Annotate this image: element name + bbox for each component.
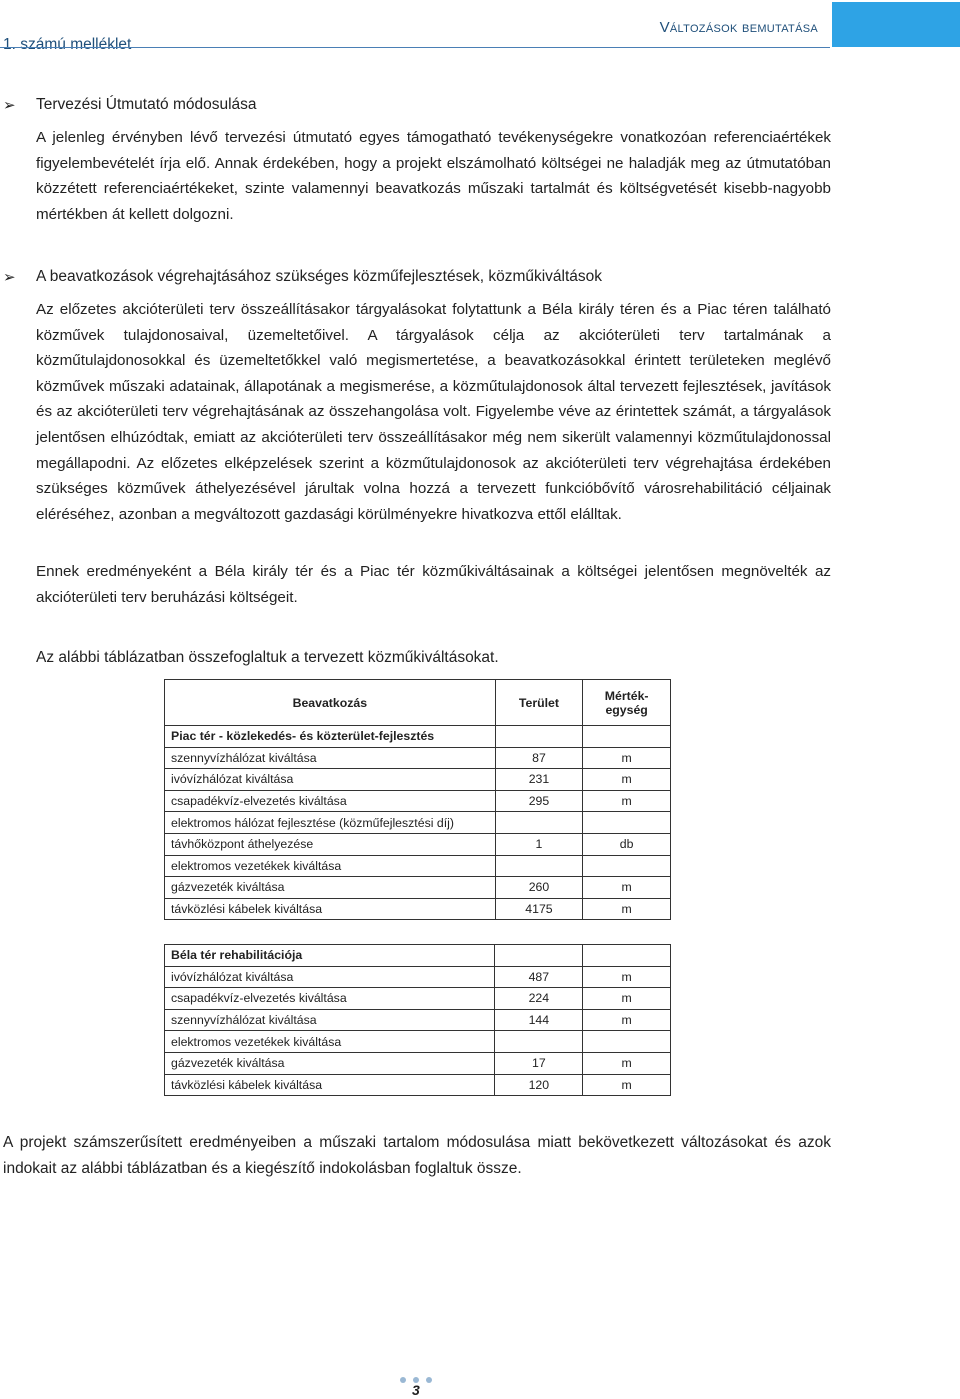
header-accent-box: [832, 2, 960, 47]
section-paragraph: A jelenleg érvényben lévő tervezési útmutató egyes támogatható tevékenységekre vonatkozóan referenciaértékek figyelembevételét írja elő. Annak érdekében, hogy a projekt elszámolható költségei ne haladják meg az útmutatóban közzétett referenciaértékeket, szinte valamennyi beavatkozás műszaki tartalmát és költségvetését kisebb-nagyobb mértékben át kellett dolgozni.: [36, 129, 831, 223]
row-name: szennyvízhálózat kiváltása: [165, 1009, 495, 1031]
table-row: [165, 1052, 671, 1074]
row-value: 144: [495, 1009, 583, 1031]
row-value: 120: [495, 1074, 583, 1096]
row-name: ivóvízhálózat kiváltása: [165, 769, 496, 791]
row-value: 295: [495, 790, 583, 812]
utility-table-piac: [164, 679, 671, 920]
table-row: [165, 790, 671, 812]
row-unit: m: [583, 966, 671, 988]
page-number: 3: [412, 1382, 420, 1398]
section-heading: Tervezési Útmutató módosulása: [36, 96, 257, 113]
table-section-row: [165, 726, 671, 748]
table-row: [165, 833, 671, 855]
row-unit: m: [583, 1009, 671, 1031]
row-name: szennyvízhálózat kiváltása: [165, 747, 496, 769]
row-name: csapadékvíz-elvezetés kiváltása: [165, 790, 496, 812]
table-row: [165, 747, 671, 769]
section-heading: A beavatkozások végrehajtásához szükséges közműfejlesztések, közműkiváltások: [36, 268, 603, 285]
row-value: 487: [495, 966, 583, 988]
table-header-row: [165, 680, 671, 726]
row-unit: m: [583, 769, 671, 791]
row-unit: m: [583, 790, 671, 812]
row-value: [495, 812, 583, 834]
row-name: ivóvízhálózat kiváltása: [165, 966, 495, 988]
header-section-title-text: Változások bemutatása: [659, 19, 818, 36]
row-name: csapadékvíz-elvezetés kiváltása: [165, 988, 495, 1010]
row-unit: m: [583, 1052, 671, 1074]
header-cell-intervention: Beavatkozás: [165, 680, 496, 726]
row-value: 87: [495, 747, 583, 769]
row-value: [495, 855, 583, 877]
arrow-bullet-icon: ➢: [3, 97, 16, 114]
row-unit: m: [583, 877, 671, 899]
empty-cell: [495, 726, 583, 748]
table-row: [165, 966, 671, 988]
table-row: [165, 988, 671, 1010]
row-unit: m: [583, 1074, 671, 1096]
header-section-title: [660, 19, 818, 36]
row-value: 231: [495, 769, 583, 791]
section-paragraph: Ennek eredményeként a Béla király tér és a Piac tér közműkiváltásainak a költségei jelentősen megnövelték az akcióterületi terv beruházási költségeit.: [36, 563, 831, 606]
row-name: gázvezeték kiváltása: [165, 1052, 495, 1074]
section-title-cell: Béla tér rehabilitációja: [165, 945, 495, 967]
empty-cell: [495, 945, 583, 967]
header-cell-area: Terület: [495, 680, 583, 726]
row-name: távközlési kábelek kiváltása: [165, 1074, 495, 1096]
row-unit: [583, 1031, 671, 1053]
row-unit: m: [583, 898, 671, 920]
row-unit: db: [583, 833, 671, 855]
row-name: elektromos hálózat fejlesztése (közműfejlesztési díj): [165, 812, 496, 834]
row-unit: m: [583, 988, 671, 1010]
row-value: 224: [495, 988, 583, 1010]
row-value: 17: [495, 1052, 583, 1074]
row-value: 4175: [495, 898, 583, 920]
empty-cell: [583, 726, 671, 748]
header-rule: [0, 47, 830, 48]
section-paragraph: Az előzetes akcióterületi terv összeállításakor tárgyalásokat folytattunk a Béla király téren és a Piac téren található közművek tulajdonosaival, üzemeltetőivel. A tárgyalások célja az akcióterületi terv tartalmának a közműtulajdonosokkal és üzemeltetőkkel való megismertetése, a beavatkozásokkal érintett területeken meglévő közművek műszaki adatainak, állapotának a megismerése, a közműtulajdonosok által tervezett fejlesztések, javítások és az akcióterületi terv végrehajtásának az összehangolása volt. Figyelembe véve az érintettek számát, a tárgyalások jelentősen elhúzódtak, emiatt az akcióterületi terv összeállításakor még nem sikerült valamennyi közműtulajdonossal megállapodni. Az előzetes elképzelések szerint a közműtulajdonosok az akcióterületi terv végrehajtása érdekében szükséges közművek áthelyezésével járultak volna hozzá a tervezett funkcióbővítő városrehabilitáció céljainak eléréséhez, azonban a megváltozott gazdasági körülményekre hivatkozva ettől elálltak.: [36, 301, 831, 523]
row-name: távközlési kábelek kiváltása: [165, 898, 496, 920]
row-name: gázvezeték kiváltása: [165, 877, 496, 899]
table-row: [165, 1074, 671, 1096]
row-value: 1: [495, 833, 583, 855]
closing-paragraph: A projekt számszerűsített eredményeiben a műszaki tartalom módosulása miatt bekövetkezett változásokat és azok indokait az alábbi táblázatban és a kiegészítő indokolásban foglaltuk össze.: [3, 1134, 831, 1177]
row-value: [495, 1031, 583, 1053]
utility-table-bela: [164, 944, 671, 1096]
section-title-cell: Piac tér - közlekedés- és közterület-fejlesztés: [165, 726, 496, 748]
row-name: elektromos vezetékek kiváltása: [165, 1031, 495, 1053]
table-intro-text: Az alábbi táblázatban összefoglaltuk a tervezett közműkiváltásokat.: [36, 649, 499, 666]
table-row: [165, 1031, 671, 1053]
table-row: [165, 812, 671, 834]
header-cell-unit: [583, 680, 671, 726]
header-unit-line2: egység: [605, 702, 648, 717]
table-row: [165, 855, 671, 877]
table-section-row: [165, 945, 671, 967]
arrow-bullet-icon: ➢: [3, 269, 16, 286]
row-value: 260: [495, 877, 583, 899]
empty-cell: [583, 945, 671, 967]
table-row: [165, 898, 671, 920]
row-unit: m: [583, 747, 671, 769]
row-name: távhőközpont áthelyezése: [165, 833, 496, 855]
row-unit: [583, 855, 671, 877]
table-row: [165, 769, 671, 791]
header-unit-line1: Mérték-: [604, 688, 649, 703]
table-row: [165, 1009, 671, 1031]
table-row: [165, 877, 671, 899]
row-unit: [583, 812, 671, 834]
header-document-label: 1. számú melléklet: [3, 36, 132, 53]
row-name: elektromos vezetékek kiváltása: [165, 855, 496, 877]
